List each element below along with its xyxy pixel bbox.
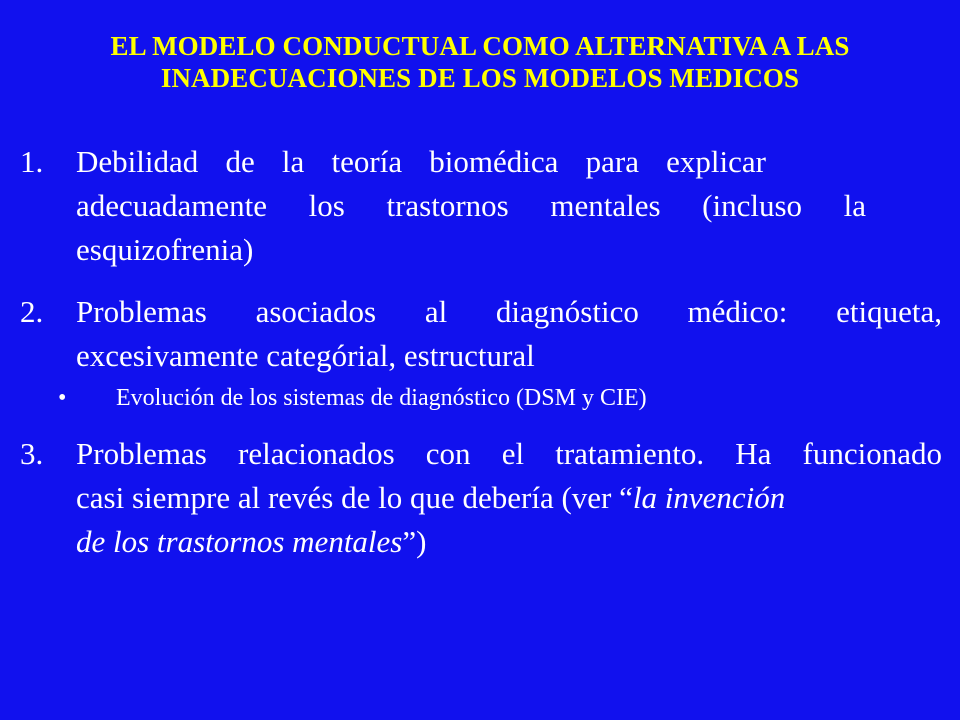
item-text [76,140,942,272]
item-line: adecuadamente los trastornos mentales (incluso la [76,188,866,223]
item-line-mixed [76,476,942,520]
item-line-roman: casi siempre al revés de lo que debería (ver “ [76,480,633,515]
item-line: Problemas asociados al diagnóstico médico: etiqueta, [76,294,942,329]
item-number: 2. [20,294,44,329]
item-line: esquizofrenia) [76,232,254,267]
item-number: 3. [20,436,44,471]
item-line-roman: ”) [402,524,427,559]
item-number: 1. [20,144,44,179]
item-line-italic: de los trastornos mentales [76,524,403,559]
item-line-italic: la invención [632,480,786,515]
item-text [76,290,942,378]
item-line-mixed [76,520,942,564]
sub-item-text: Evolución de los sistemas de diagnóstico (DSM y CIE) [116,385,647,411]
item-text [76,432,942,564]
item-line: excesivamente categórial, estructural [76,338,535,373]
item-line: Debilidad de la teoría biomédica para explicar [76,144,766,179]
bullet-icon: • [58,385,67,411]
item-line: Problemas relacionados con el tratamiento. Ha funcionado [76,436,942,471]
title-line-2: INADECUACIONES DE LOS MODELOS MEDICOS [160,63,800,93]
slide-title [20,30,940,94]
title-line-1: EL MODELO CONDUCTUAL COMO ALTERNATIVA A LAS [110,31,850,61]
